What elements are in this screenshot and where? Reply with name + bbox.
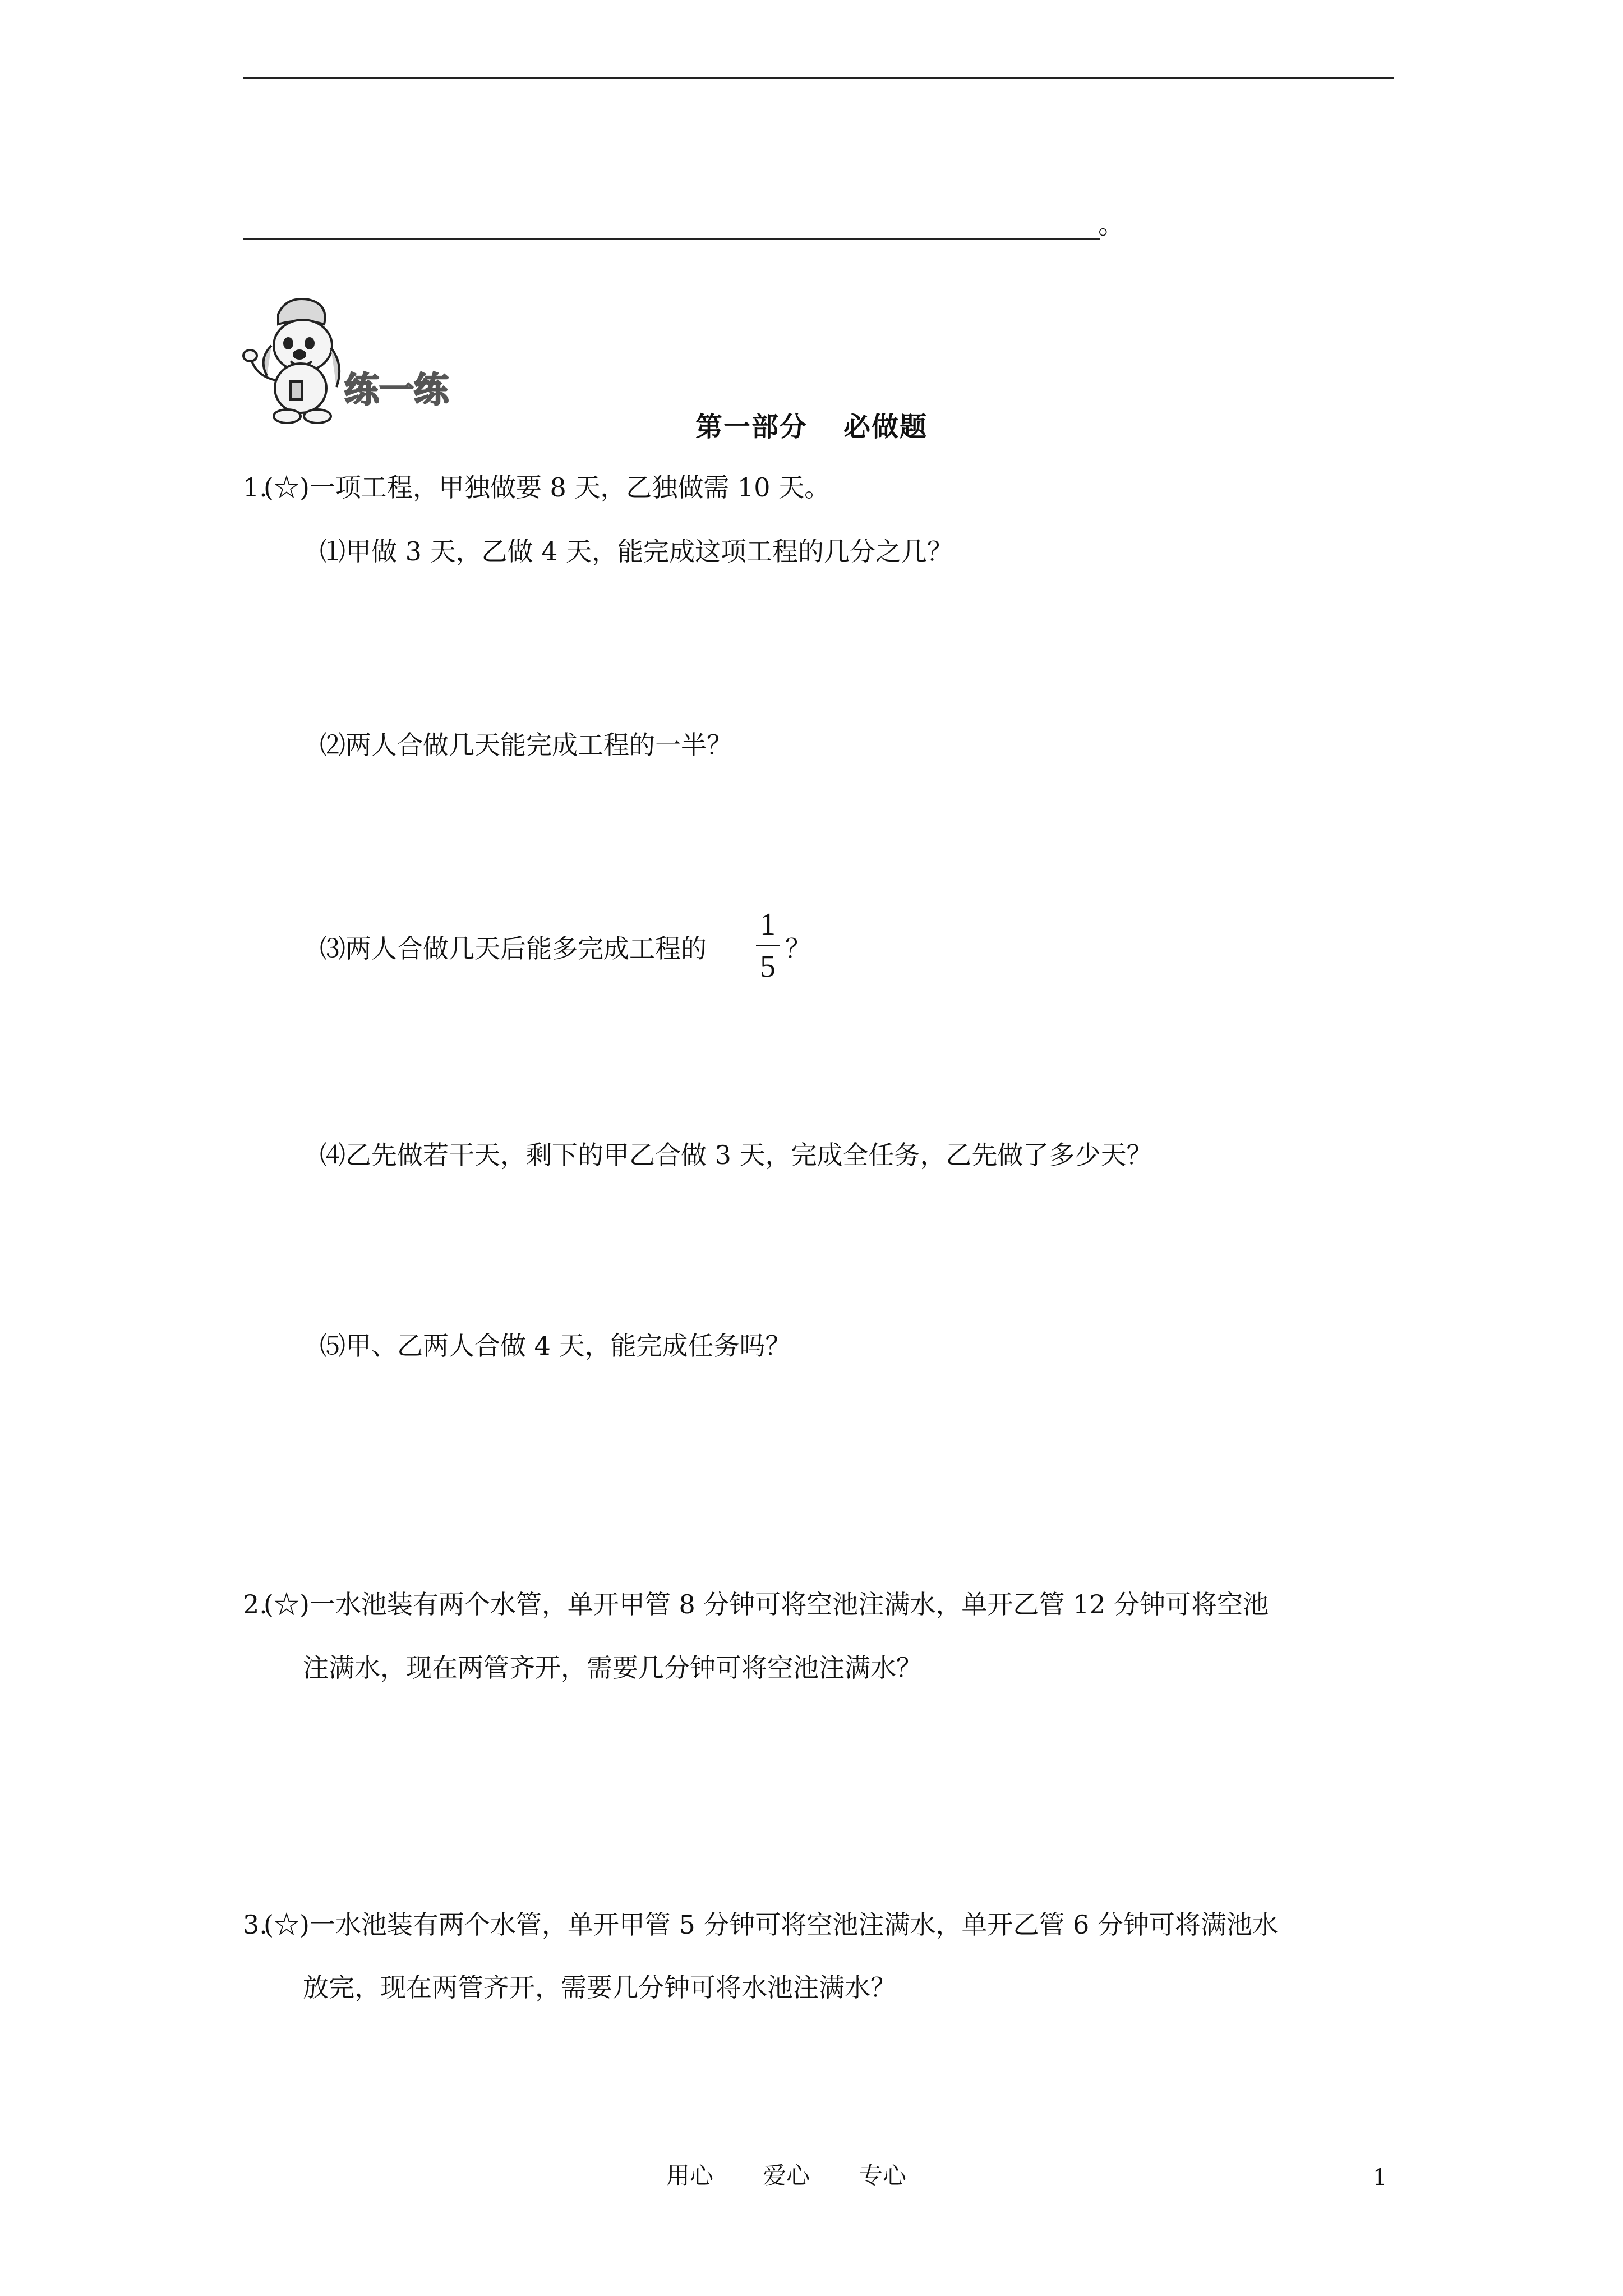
question-2-line-2: 注满水，现在两管齐开，需要几分钟可将空池注满水？ [303,1653,922,1683]
question-3-line-1: (☆)一水池装有两个水管，单开甲管 5 分钟可将空池注满水，单开乙管 6 分钟可将满池水 [264,1910,1278,1940]
question-1-part-3-tail: ？ [785,933,811,964]
footer-item: 爱心 [763,2162,810,2189]
footer-slogan [666,2164,956,2188]
question-1-part-1: ⑴甲做 3 天，乙做 4 天，能完成这项工程的几分之几？ [320,536,953,567]
section-title [0,405,1623,444]
section-part: 第一部分 [695,411,808,443]
fraction-bar [756,945,780,946]
question-1-part-3-text: ⑶两人合做几天后能多完成工程的 [320,933,707,964]
footer-item: 专心 [859,2162,907,2189]
question-3-line-2: 放完，现在两管齐开，需要几分钟可将水池注满水？ [303,1972,896,2003]
mascot-caption: 练一练 [344,369,449,410]
footer-item: 用心 [666,2162,714,2189]
page-number: 1 [1373,2165,1387,2191]
question-2-line-1: (☆)一水池装有两个水管，单开甲管 8 分钟可将空池注满水，单开乙管 12 分钟可将空池 [264,1589,1269,1619]
question-1-part-5: ⑸甲、乙两人合做 4 天，能完成任务吗？ [320,1331,791,1361]
fraction-numerator: 1 [760,907,776,942]
fraction-one-fifth [755,909,781,982]
question-1-part-3 [320,933,707,964]
question-2-number: 2. [243,1589,268,1619]
question-1-part-2: ⑵两人合做几天能完成工程的一半？ [320,730,732,760]
question-1-text: (☆)一项工程，甲独做要 8 天，乙独做需 10 天。 [264,472,831,503]
question-1-number: 1. [243,472,268,503]
answer-blank-line [243,238,1100,240]
fraction-denominator: 5 [760,949,776,984]
question-1-part-4: ⑷乙先做若干天，剩下的甲乙合做 3 天，完成全任务，乙先做了多少天？ [320,1140,1152,1170]
question-3-number: 3. [243,1910,268,1940]
answer-end-mark: 。 [1098,209,1126,240]
section-name: 必做题 [843,411,928,443]
header-rule [243,77,1394,79]
mascot-figure [243,299,339,423]
